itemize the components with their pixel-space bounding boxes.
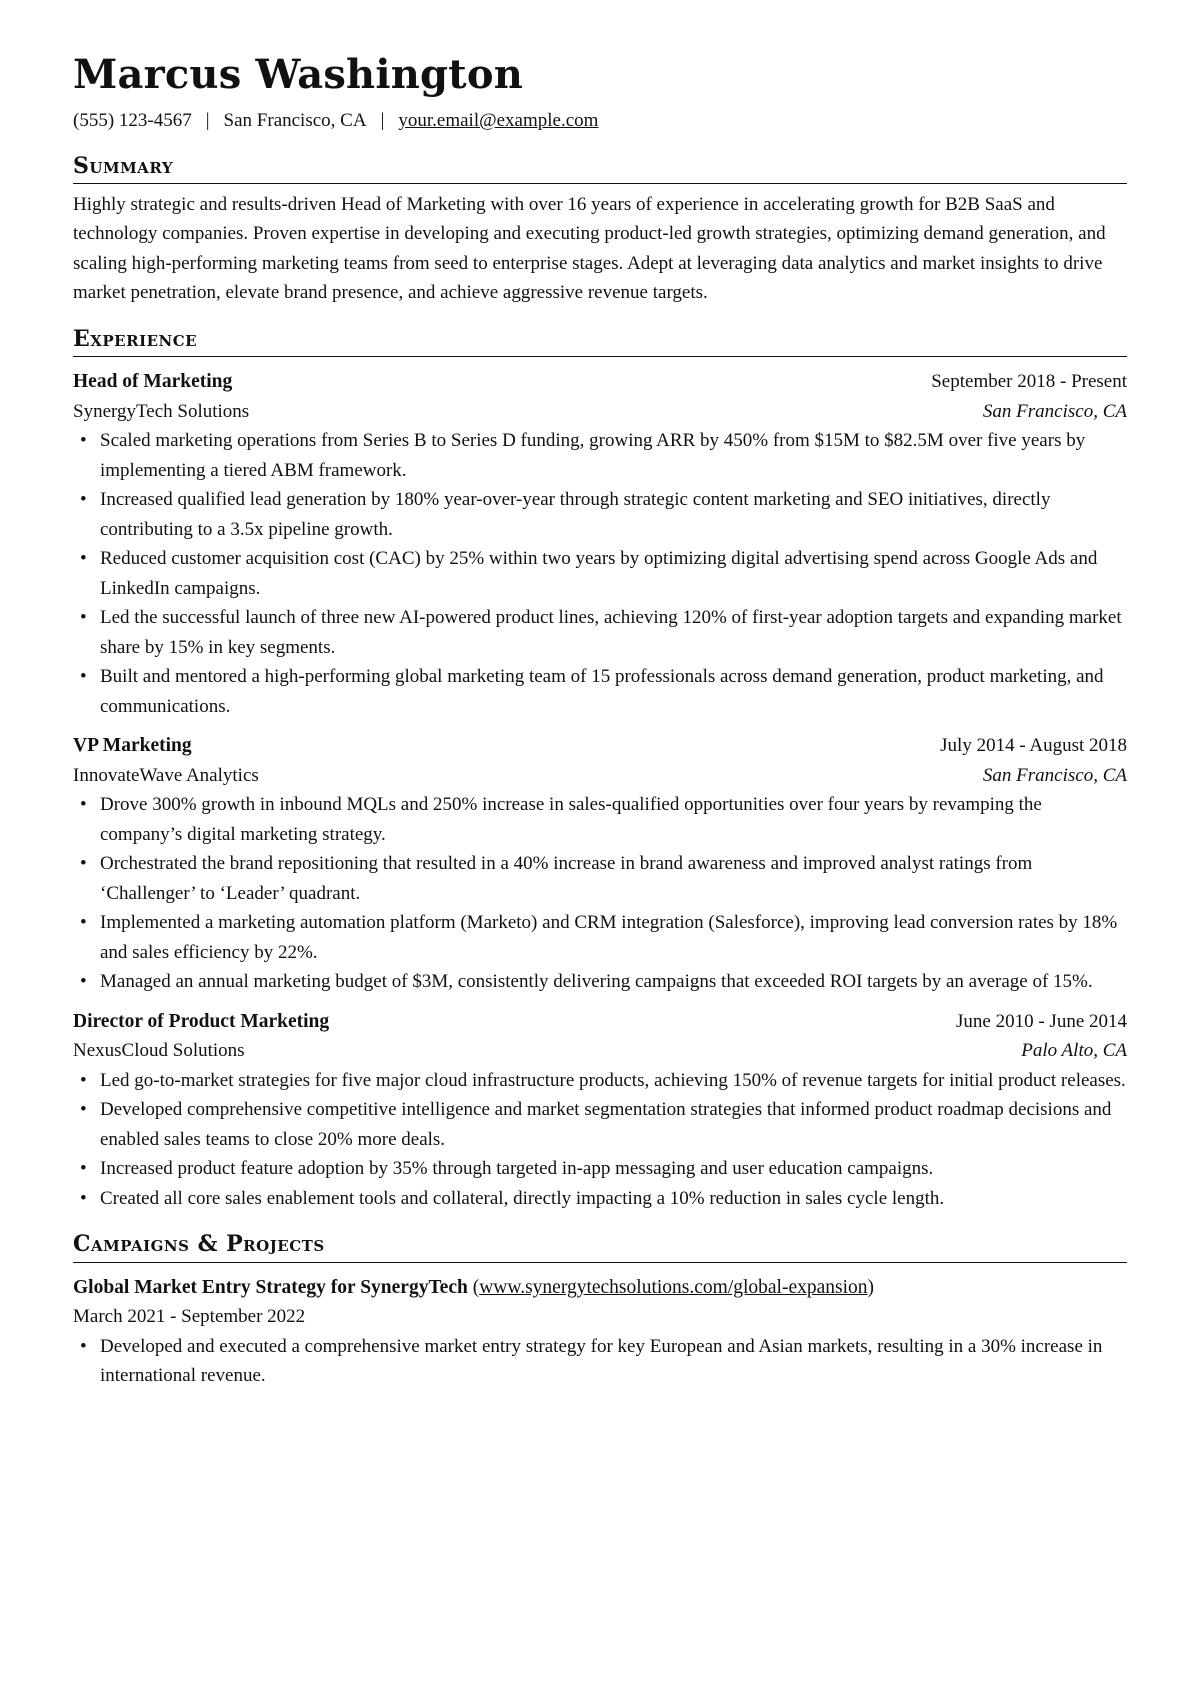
job-dates: July 2014 - August 2018: [940, 735, 1127, 757]
job-subheader: [73, 1036, 1127, 1066]
project-header: [73, 1273, 1127, 1303]
bullet-text: Developed and executed a comprehensive market entry strategy for key European and Asian markets, resulting in a 30% increase in international revenue.: [100, 1335, 1103, 1387]
bullet-dot: •: [80, 430, 87, 452]
job-company: InnovateWave Analytics: [73, 764, 259, 786]
bullet-item: [73, 662, 1127, 721]
bullet-item: [73, 1066, 1127, 1096]
bullet-item: [73, 1154, 1127, 1184]
bullet-dot: •: [80, 794, 87, 816]
bullet-text: Orchestrated the brand repositioning that resulted in a 40% increase in brand awareness and improved analyst ratings from ‘Challenger’ to ‘Leader’ quadrant.: [100, 853, 1033, 904]
summary-section: [73, 153, 1127, 308]
experience-section: [73, 326, 1127, 1213]
bullet-dot: •: [80, 1335, 87, 1357]
bullet-item: [73, 603, 1127, 662]
candidate-name: Marcus Washington: [73, 51, 524, 98]
bullet-text: Scaled marketing operations from Series B to Series D funding, growing ARR by 450% from $15M to $82.5M over five years by implementing a tiered ABM framework.: [100, 430, 1086, 481]
job-dates: September 2018 - Present: [931, 371, 1127, 393]
bullet-item: [73, 967, 1127, 997]
job-subheader: [73, 397, 1127, 427]
bullet-item: [73, 485, 1127, 544]
job-bullets: [73, 790, 1127, 997]
bullet-dot: •: [80, 971, 87, 993]
bullet-dot: •: [80, 912, 87, 934]
bullet-text: Led go-to-market strategies for five major cloud infrastructure products, achieving 150% of revenue targets for initial product releases.: [100, 1069, 1126, 1091]
bullet-dot: •: [80, 489, 87, 511]
job-entry: [73, 1007, 1127, 1214]
job-subheader: [73, 761, 1127, 791]
bullet-text: Built and mentored a high-performing global marketing team of 15 professionals across demand generation, product marketing, and communications.: [100, 666, 1104, 717]
location-text: San Francisco, CA: [223, 110, 367, 131]
contact-separator: |: [380, 110, 385, 131]
bullet-text: Led the successful launch of three new AI-powered product lines, achieving 120% of first-year adoption targets and expanding market share by 15% in key segments.: [100, 607, 1122, 658]
bullet-text: Implemented a marketing automation platform (Marketo) and CRM integration (Salesforce), improving lead conversion rates by 18% and sales efficiency by 22%.: [100, 912, 1118, 963]
job-bullets: [73, 426, 1127, 721]
job-location: Palo Alto, CA: [1021, 1040, 1127, 1062]
job-company: NexusCloud Solutions: [73, 1040, 245, 1062]
job-company: SynergyTech Solutions: [73, 400, 250, 422]
bullet-text: Drove 300% growth in inbound MQLs and 250% increase in sales-qualified opportunities over four years by revamping the company’s digital marketing strategy.: [100, 794, 1042, 845]
bullet-item: [73, 1184, 1127, 1214]
job-role: Director of Product Marketing: [73, 1010, 330, 1032]
email-link[interactable]: your.email@example.com: [398, 110, 599, 131]
bullet-item: [73, 790, 1127, 849]
bullet-dot: •: [80, 1069, 87, 1091]
phone-number: (555) 123-4567: [73, 110, 192, 131]
projects-section: [73, 1231, 1127, 1390]
bullet-text: Developed comprehensive competitive intelligence and market segmentation strategies that informed product roadmap decisions and enabled sales teams to close 20% more deals.: [100, 1099, 1112, 1150]
bullet-dot: •: [80, 607, 87, 629]
job-header: [73, 731, 1127, 761]
bullet-item: [73, 1095, 1127, 1154]
project-link[interactable]: www.synergytechsolutions.com/global-expansion: [479, 1276, 868, 1298]
contact-line: [73, 108, 1127, 135]
bullet-text: Increased product feature adoption by 35% through targeted in-app messaging and user education campaigns.: [100, 1158, 934, 1180]
job-dates: June 2010 - June 2014: [956, 1010, 1127, 1032]
bullet-dot: •: [80, 1099, 87, 1121]
job-header: [73, 367, 1127, 397]
bullet-item: [73, 544, 1127, 603]
bullet-item: [73, 426, 1127, 485]
bullet-text: Created all core sales enablement tools and collateral, directly impacting a 10% reduction in sales cycle length.: [100, 1187, 945, 1209]
bullet-dot: •: [80, 548, 87, 570]
job-location: San Francisco, CA: [982, 400, 1127, 422]
section-title-experience: Experience: [73, 326, 1127, 357]
job-role: Head of Marketing: [73, 371, 233, 393]
job-header: [73, 1007, 1127, 1037]
job-entry: [73, 367, 1127, 721]
summary-text: Highly strategic and results-driven Head of Marketing with over 16 years of experience in accelerating growth for B2B SaaS and technology companies. Proven expertise in developing and executing product-led growth strategies, optimizing demand generation, and scaling high-performing marketing teams from seed to enterprise stages. Adept at leveraging data analytics and market insights to drive market penetration, elevate brand presence, and achieve aggressive revenue targets.: [73, 193, 1106, 304]
bullet-dot: •: [80, 853, 87, 875]
job-bullets: [73, 1066, 1127, 1214]
job-entry: [73, 731, 1127, 997]
job-location: San Francisco, CA: [982, 764, 1127, 786]
job-role: VP Marketing: [73, 735, 192, 757]
bullet-text: Reduced customer acquisition cost (CAC) by 25% within two years by optimizing digital advertising spend across Google Ads and LinkedIn campaigns.: [100, 548, 1098, 599]
bullet-item: [73, 849, 1127, 908]
project-link-wrapper: (www.synergytechsolutions.com/global-expansion): [472, 1276, 875, 1298]
resume-page: [73, 52, 1127, 1391]
bullet-item: [73, 908, 1127, 967]
project-name: Global Market Entry Strategy for SynergyTech: [73, 1276, 468, 1298]
bullet-dot: •: [80, 666, 87, 688]
section-title-projects: Campaigns & Projects: [73, 1231, 1127, 1262]
bullet-item: [73, 1332, 1127, 1391]
bullet-text: Managed an annual marketing budget of $3M, consistently delivering campaigns that exceeded ROI targets by an average of 15%.: [100, 971, 1093, 993]
project-bullets: [73, 1332, 1127, 1391]
bullet-text: Increased qualified lead generation by 180% year-over-year through strategic content marketing and SEO initiatives, directly contributing to a 3.5x pipeline growth.: [100, 489, 1051, 540]
bullet-dot: •: [80, 1187, 87, 1209]
contact-separator: |: [205, 110, 210, 131]
project-dates: March 2021 - September 2022: [73, 1306, 306, 1328]
project-entry: [73, 1273, 1127, 1391]
section-title-summary: Summary: [73, 153, 1127, 184]
bullet-dot: •: [80, 1158, 87, 1180]
